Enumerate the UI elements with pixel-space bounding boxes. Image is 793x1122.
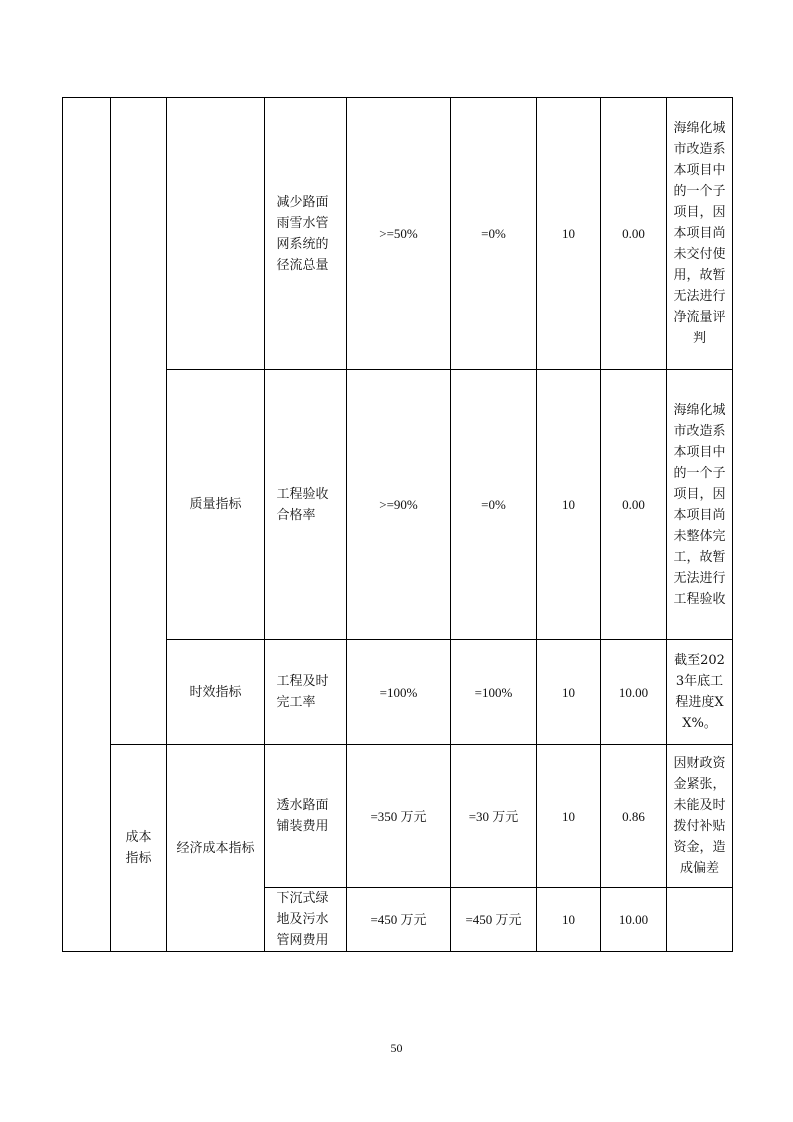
- performance-table: [62, 97, 733, 952]
- subcategory-cell: [167, 98, 265, 370]
- table-row: [63, 745, 733, 888]
- weight-value: 10: [537, 640, 601, 745]
- weight-value: 10: [537, 745, 601, 888]
- target-value: =100%: [347, 640, 451, 745]
- indicator-cell: [265, 98, 347, 370]
- indicator-cell: [265, 888, 347, 952]
- note-cell: [667, 98, 733, 370]
- indicator-cell: [265, 745, 347, 888]
- page-number: 50: [390, 1041, 403, 1055]
- table-row: [63, 98, 733, 370]
- indicator-name: 工程验收合格率: [276, 486, 329, 523]
- target-value: >=50%: [347, 98, 451, 370]
- indicator-name: 工程及时完工率: [276, 674, 329, 710]
- score-value: 10.00: [601, 888, 667, 952]
- indicator-cell: [265, 370, 347, 640]
- category-cell: [111, 745, 167, 952]
- actual-value: =0%: [451, 370, 537, 640]
- note-text: 截至2023年底工程进度XX%。: [674, 653, 725, 731]
- note-text: 因财政资金紧张，未能及时拨付补贴资金，造成偏差: [673, 756, 726, 876]
- indicator-cell: [265, 640, 347, 745]
- note-text: 海绵化城市改造系本项目中的一个子项目，因本项目尚未交付使用，故暂无法进行净流量评判: [673, 121, 726, 346]
- actual-value: =100%: [451, 640, 537, 745]
- score-value: 0.86: [601, 745, 667, 888]
- indicator-name: 透水路面铺装费用: [276, 798, 329, 834]
- note-cell: [667, 370, 733, 640]
- weight-value: 10: [537, 370, 601, 640]
- target-value: =450 万元: [347, 888, 451, 952]
- indicator-name: 下沉式绿地及污水管网费用: [276, 891, 329, 948]
- score-value: 10.00: [601, 640, 667, 745]
- subcategory-cell: 质量指标: [167, 370, 265, 640]
- note-text: 海绵化城市改造系本项目中的一个子项目，因本项目尚未整体完工，故暂无法进行工程验收: [673, 402, 726, 607]
- score-value: 0.00: [601, 98, 667, 370]
- weight-value: 10: [537, 888, 601, 952]
- actual-value: =450 万元: [451, 888, 537, 952]
- subcategory-cell: 经济成本指标: [167, 745, 265, 952]
- target-value: >=90%: [347, 370, 451, 640]
- actual-value: =0%: [451, 98, 537, 370]
- note-cell: [667, 745, 733, 888]
- level2-cell: [111, 98, 167, 745]
- indicator-name: 减少路面雨雪水管网系统的径流总量: [276, 194, 329, 273]
- note-cell: [667, 888, 733, 952]
- subcategory-cell: 时效指标: [167, 640, 265, 745]
- actual-value: =30 万元: [451, 745, 537, 888]
- weight-value: 10: [537, 98, 601, 370]
- score-value: 0.00: [601, 370, 667, 640]
- target-value: =350 万元: [347, 745, 451, 888]
- category-label: 成本指标: [125, 830, 152, 866]
- level1-cell: [63, 98, 111, 952]
- note-cell: [667, 640, 733, 745]
